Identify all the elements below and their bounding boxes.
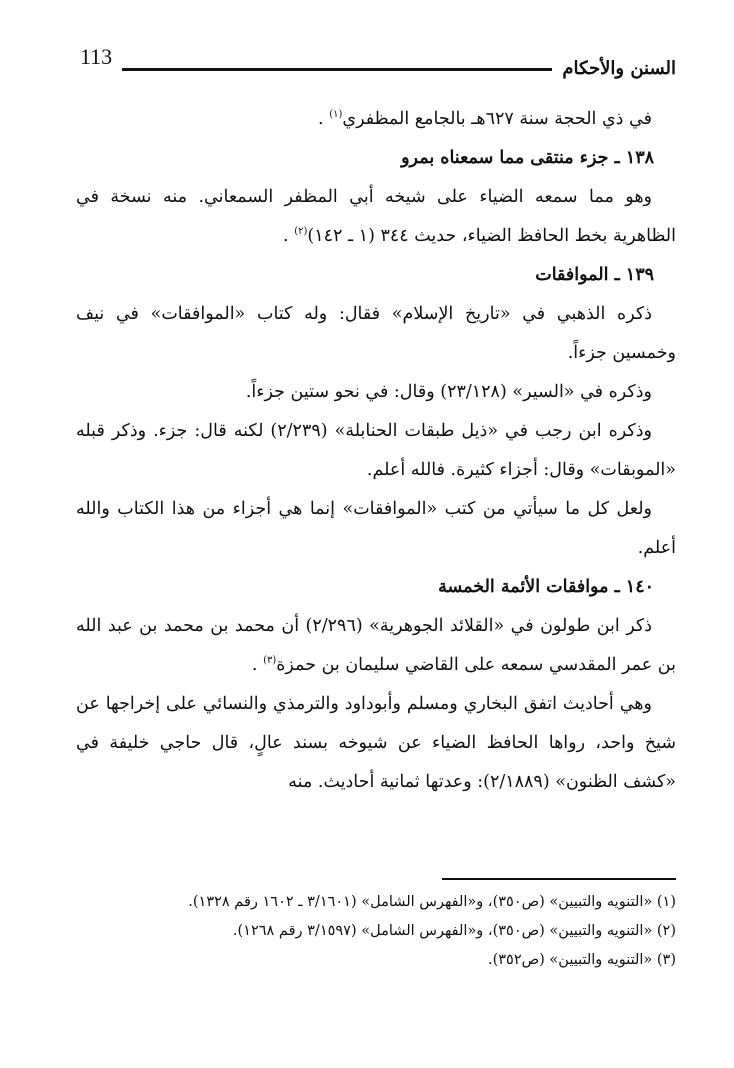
footnote-rule [442, 878, 676, 880]
footnote-2: (٢) «التنويه والتبيين» (ص٣٥٠)، و«الفهرس الشامل» (٣/١٥٩٧ رقم ١٢٦٨). [232, 923, 676, 939]
page-number: 113 [80, 44, 113, 69]
footnote-3: (٣) «التنويه والتبيين» (ص٣٥٢). [487, 952, 676, 968]
section-heading-139: ١٣٩ ـ الموافقات [535, 265, 654, 285]
section-heading-140: ١٤٠ ـ موافقات الأئمة الخمسة [438, 577, 654, 597]
footnote-ref[interactable]: (٣) [263, 655, 277, 667]
paragraph: ولعل كل ما سيأتي من كتب «الموافقات» إنما هي أجزاء من هذا الكتاب والله أعلم. [76, 499, 676, 558]
footnote-ref[interactable]: (١) [329, 109, 343, 121]
footnote-1: (١) «التنويه والتبيين» (ص٣٥٠)، و«الفهرس الشامل» (٣/١٦٠١ ـ ١٦٠٢ رقم ١٣٢٨). [188, 894, 676, 910]
paragraph: وذكره ابن رجب في «ذيل طبقات الحنابلة» (٢/٢٣٩) لكنه قال: جزء. وذكر قبله «الموبقات» وقال: أجزاء كثيرة. فالله أعلم. [76, 421, 676, 480]
paragraph: ذكر ابن طولون في «القلائد الجوهرية» (٢/٢٩٦) أن محمد بن محمد بن عبد الله بن عمر المقدسي سمعه على القاضي سليمان بن حمزة$^{(٣)}$ . [76, 616, 676, 675]
footnotes [76, 888, 676, 975]
section-heading-138: ١٣٨ ـ جزء منتقى مما سمعناه بمرو [401, 148, 654, 168]
paragraph: في ذي الحجة سنة ٦٢٧هـ بالجامع المظفري$^{(١)}$ . [318, 109, 652, 129]
header-rule [122, 68, 552, 71]
page-body [76, 100, 676, 802]
paragraph: ذكره الذهبي في «تاريخ الإسلام» فقال: وله كتاب «الموافقات» في نيف وخمسين جزءاً. [76, 304, 676, 363]
paragraph: وذكره في «السير» (٢٣/١٢٨) وقال: في نحو ستين جزءاً. [245, 382, 652, 402]
paragraph: وهي أحاديث اتفق البخاري ومسلم وأبوداود والترمذي والنسائي على إخراجها عن شيخ واحد، رواها الحافظ الضياء عن شيوخه بسند عالٍ، قال حاجي خليفة في «كشف الظنون» (٢/١٨٨٩): وعدتها ثمانية أحاديث. منه [76, 694, 676, 792]
running-title: السنن والأحكام [562, 58, 676, 79]
footnote-ref[interactable]: (٢) [294, 226, 308, 238]
paragraph: وهو مما سمعه الضياء على شيخه أبي المظفر السمعاني. منه نسخة في الظاهرية بخط الحافظ الضياء، حديث ٣٤٤ (١ ـ ١٤٢)$^{(٢)}$ . [76, 187, 676, 246]
